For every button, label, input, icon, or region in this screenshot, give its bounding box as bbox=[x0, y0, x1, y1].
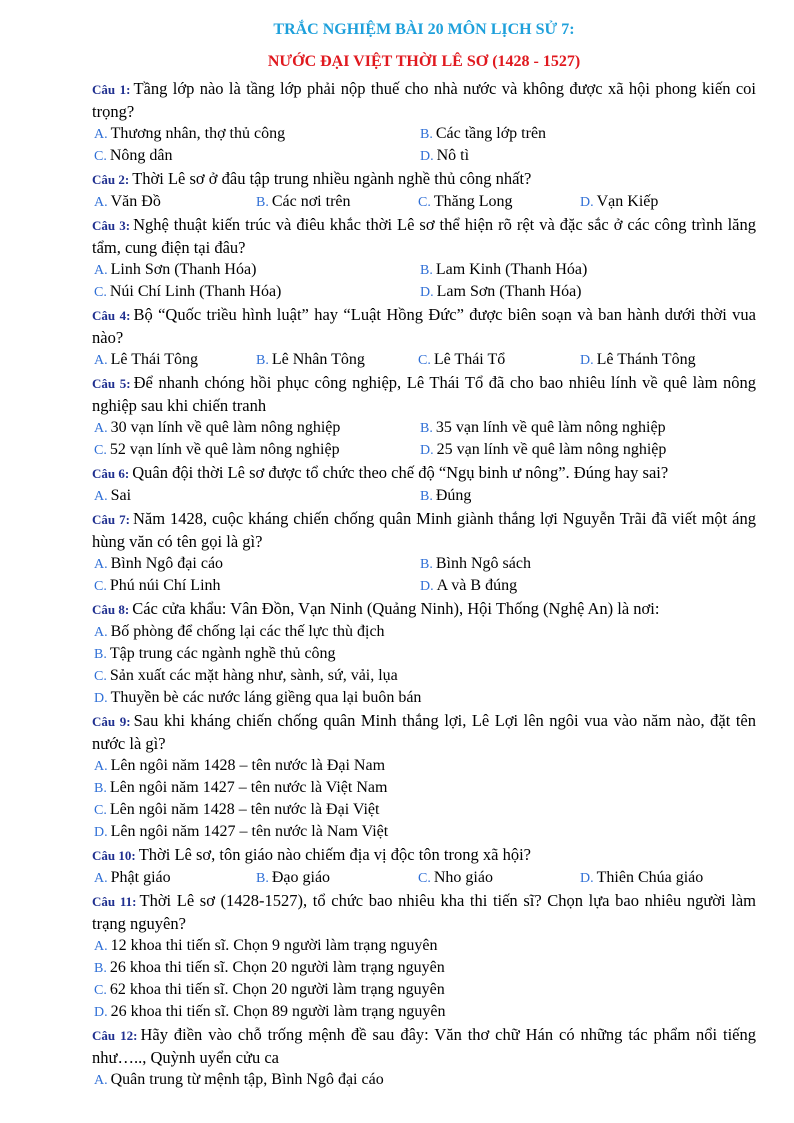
option-letter: D. bbox=[580, 195, 594, 210]
option-text: Thiên Chúa giáo bbox=[596, 869, 704, 886]
question-block bbox=[92, 78, 756, 167]
option-letter: B. bbox=[94, 781, 107, 796]
option-letter: B. bbox=[94, 647, 107, 662]
option-letter: C. bbox=[94, 149, 107, 164]
option-letter: C. bbox=[94, 983, 107, 998]
answer-option bbox=[420, 417, 746, 439]
option-letter: D. bbox=[94, 825, 108, 840]
question-label: Câu 12: bbox=[92, 1028, 138, 1043]
answer-option bbox=[420, 553, 746, 575]
option-letter: C. bbox=[94, 285, 107, 300]
option-text: Lê Thái Tổ bbox=[433, 351, 506, 368]
answer-option bbox=[256, 867, 418, 889]
question-block bbox=[92, 304, 756, 371]
question-stem: Bộ “Quốc triều hình luật” hay “Luật Hồng Đức” được biên soạn và ban hành dưới thời vua nào? bbox=[92, 305, 757, 347]
answer-option bbox=[420, 281, 746, 303]
option-text: Thuyền bè các nước láng giềng qua lại buôn bán bbox=[110, 689, 422, 706]
answer-option bbox=[418, 349, 580, 371]
option-letter: D. bbox=[420, 285, 434, 300]
question-stem: Quân đội thời Lê sơ được tổ chức theo chế độ “Ngụ binh ư nông”. Đúng hay sai? bbox=[132, 463, 669, 482]
option-letter: D. bbox=[580, 353, 594, 368]
answer-option bbox=[94, 259, 420, 281]
answer-options bbox=[92, 191, 756, 213]
question-label: Câu 5: bbox=[92, 376, 131, 391]
option-text: Lê Nhân Tông bbox=[271, 351, 365, 368]
option-letter: A. bbox=[94, 557, 108, 572]
question-stem: Tầng lớp nào là tầng lớp phải nộp thuế cho nhà nước và không được xã hội phong kiến coi trọng? bbox=[92, 79, 756, 121]
option-text: Nho giáo bbox=[433, 869, 493, 886]
question-block bbox=[92, 168, 756, 213]
option-text: Linh Sơn (Thanh Hóa) bbox=[110, 261, 257, 278]
option-letter: C. bbox=[418, 195, 431, 210]
option-letter: A. bbox=[94, 1073, 108, 1088]
option-letter: A. bbox=[94, 421, 108, 436]
question-block bbox=[92, 844, 756, 889]
answer-options bbox=[92, 349, 756, 371]
question-label: Câu 10: bbox=[92, 848, 136, 863]
option-text: 26 khoa thi tiến sĩ. Chọn 20 người làm trạng nguyên bbox=[109, 959, 445, 976]
answer-option bbox=[94, 191, 256, 213]
answer-option bbox=[94, 665, 756, 687]
option-letter: A. bbox=[94, 759, 108, 774]
option-letter: B. bbox=[420, 127, 433, 142]
option-letter: B. bbox=[256, 195, 269, 210]
option-text: Sản xuất các mặt hàng như, sành, sứ, vải, lụa bbox=[109, 667, 398, 684]
question-stem: Để nhanh chóng hồi phục công nghiệp, Lê Thái Tổ đã cho bao nhiêu lính về quê làm nông nghiệp sau khi chiến tranh bbox=[92, 373, 756, 415]
option-letter: D. bbox=[94, 1005, 108, 1020]
answer-options bbox=[92, 553, 756, 597]
option-letter: C. bbox=[418, 353, 431, 368]
answer-option bbox=[94, 643, 756, 665]
answer-options bbox=[92, 259, 756, 303]
option-letter: B. bbox=[420, 263, 433, 278]
option-letter: C. bbox=[94, 443, 107, 458]
question-block bbox=[92, 598, 756, 709]
question-block bbox=[92, 890, 756, 1023]
answer-option bbox=[256, 191, 418, 213]
option-letter: A. bbox=[94, 127, 108, 142]
option-text: Lên ngôi năm 1428 – tên nước là Đại Việt bbox=[109, 801, 380, 818]
option-text: Tập trung các ngành nghề thủ công bbox=[109, 645, 336, 662]
option-letter: B. bbox=[420, 421, 433, 436]
answer-option bbox=[94, 957, 756, 979]
option-letter: A. bbox=[94, 353, 108, 368]
question-text bbox=[92, 508, 756, 553]
question-text bbox=[92, 214, 756, 259]
question-stem: Nghệ thuật kiến trúc và điêu khắc thời Lê sơ thể hiện rõ rệt và đặc sắc ở các công trình lăng tẩm, cung điện tại đâu? bbox=[92, 215, 756, 257]
answer-option bbox=[94, 145, 420, 167]
question-stem: Hãy điền vào chỗ trống mệnh đề sau đây: Văn thơ chữ Hán có những tác phẩm nổi tiếng như….., Quỳnh uyển cửu ca bbox=[92, 1025, 756, 1067]
answer-option bbox=[94, 123, 420, 145]
option-letter: B. bbox=[256, 353, 269, 368]
question-label: Câu 6: bbox=[92, 466, 130, 481]
option-letter: A. bbox=[94, 489, 108, 504]
answer-option bbox=[94, 439, 420, 461]
option-letter: C. bbox=[418, 871, 431, 886]
answer-option bbox=[94, 575, 420, 597]
option-letter: B. bbox=[94, 961, 107, 976]
option-text: Phật giáo bbox=[110, 869, 171, 886]
option-letter: A. bbox=[94, 871, 108, 886]
option-text: 35 vạn lính về quê làm nông nghiệp bbox=[435, 419, 666, 436]
answer-options bbox=[92, 485, 756, 507]
question-text bbox=[92, 890, 756, 935]
option-text: 25 vạn lính về quê làm nông nghiệp bbox=[436, 441, 667, 458]
answer-options bbox=[92, 417, 756, 461]
document-subtitle: NƯỚC ĐẠI VIỆT THỜI LÊ SƠ (1428 - 1527) bbox=[267, 53, 581, 70]
option-text: Lên ngôi năm 1427 – tên nước là Việt Nam bbox=[109, 779, 388, 796]
question-label: Câu 2: bbox=[92, 172, 130, 187]
question-stem: Các cửa khẩu: Vân Đồn, Vạn Ninh (Quảng Ninh), Hội Thống (Nghệ An) là nơi: bbox=[132, 599, 660, 618]
question-text bbox=[92, 844, 756, 867]
answer-option bbox=[94, 1001, 756, 1023]
option-text: Vạn Kiếp bbox=[596, 193, 659, 210]
option-text: Các nơi trên bbox=[271, 193, 351, 210]
answer-option bbox=[580, 867, 742, 889]
option-text: A và B đúng bbox=[436, 577, 518, 594]
question-label: Câu 1: bbox=[92, 82, 131, 97]
option-text: Đúng bbox=[435, 487, 472, 504]
option-text: Thăng Long bbox=[433, 193, 513, 210]
question-text bbox=[92, 78, 756, 123]
question-text bbox=[92, 1024, 756, 1069]
question-stem: Thời Lê sơ ở đâu tập trung nhiều ngành nghề thủ công nhất? bbox=[132, 169, 532, 188]
question-text bbox=[92, 598, 756, 621]
option-letter: A. bbox=[94, 263, 108, 278]
option-text: Văn Đồ bbox=[110, 193, 161, 210]
option-letter: B. bbox=[256, 871, 269, 886]
question-block bbox=[92, 214, 756, 303]
option-text: 62 khoa thi tiến sĩ. Chọn 20 người làm trạng nguyên bbox=[109, 981, 445, 998]
option-text: Lên ngôi năm 1427 – tên nước là Nam Việt bbox=[110, 823, 389, 840]
answer-options bbox=[92, 867, 756, 889]
question-block bbox=[92, 1024, 756, 1091]
answer-option bbox=[94, 979, 756, 1001]
answer-option bbox=[580, 191, 742, 213]
question-list bbox=[92, 78, 756, 1091]
option-letter: D. bbox=[580, 871, 594, 886]
answer-option bbox=[94, 281, 420, 303]
question-text bbox=[92, 710, 756, 755]
question-stem: Năm 1428, cuộc kháng chiến chống quân Minh giành thắng lợi Nguyễn Trãi đã viết một áng hùng văn có tên gọi là gì? bbox=[92, 509, 756, 551]
option-text: Bình Ngô sách bbox=[435, 555, 531, 572]
question-text bbox=[92, 304, 756, 349]
answer-option bbox=[94, 777, 756, 799]
question-label: Câu 4: bbox=[92, 308, 131, 323]
option-text: Nông dân bbox=[109, 147, 173, 164]
option-letter: D. bbox=[94, 691, 108, 706]
answer-options bbox=[92, 935, 756, 1023]
option-text: Núi Chí Linh (Thanh Hóa) bbox=[109, 283, 282, 300]
option-letter: D. bbox=[420, 443, 434, 458]
option-letter: C. bbox=[94, 669, 107, 684]
answer-option bbox=[94, 755, 756, 777]
question-block bbox=[92, 508, 756, 597]
answer-option bbox=[420, 145, 746, 167]
question-block bbox=[92, 372, 756, 461]
answer-option bbox=[94, 867, 256, 889]
answer-option bbox=[94, 935, 756, 957]
option-letter: A. bbox=[94, 939, 108, 954]
option-letter: A. bbox=[94, 195, 108, 210]
answer-option bbox=[580, 349, 742, 371]
answer-option bbox=[94, 1069, 756, 1091]
document-page bbox=[92, 18, 756, 1091]
option-text: 12 khoa thi tiến sĩ. Chọn 9 người làm trạng nguyên bbox=[110, 937, 438, 954]
answer-option bbox=[418, 867, 580, 889]
option-text: Các tầng lớp trên bbox=[435, 125, 547, 142]
option-text: Nô tì bbox=[436, 147, 470, 164]
question-block bbox=[92, 710, 756, 843]
question-stem: Sau khi kháng chiến chống quân Minh thắng lợi, Lê Lợi lên ngôi vua vào năm nào, đặt tên nước là gì? bbox=[92, 711, 756, 753]
answer-option bbox=[420, 485, 746, 507]
answer-option bbox=[94, 687, 756, 709]
question-block bbox=[92, 462, 756, 507]
question-label: Câu 7: bbox=[92, 512, 130, 527]
question-text bbox=[92, 462, 756, 485]
option-text: Bình Ngô đại cáo bbox=[110, 555, 224, 572]
option-text: Lam Sơn (Thanh Hóa) bbox=[436, 283, 582, 300]
answer-options bbox=[92, 1069, 756, 1091]
answer-option bbox=[418, 191, 580, 213]
question-label: Câu 9: bbox=[92, 714, 131, 729]
option-letter: B. bbox=[420, 557, 433, 572]
option-letter: D. bbox=[420, 579, 434, 594]
question-label: Câu 11: bbox=[92, 894, 137, 909]
option-letter: C. bbox=[94, 579, 107, 594]
answer-option bbox=[94, 553, 420, 575]
option-text: Sai bbox=[110, 487, 132, 504]
answer-option bbox=[94, 417, 420, 439]
answer-option bbox=[420, 575, 746, 597]
document-title: TRẮC NGHIỆM BÀI 20 MÔN LỊCH SỬ 7: bbox=[273, 21, 575, 38]
option-letter: D. bbox=[420, 149, 434, 164]
answer-option bbox=[94, 621, 756, 643]
option-text: 30 vạn lính về quê làm nông nghiệp bbox=[110, 419, 341, 436]
answer-options bbox=[92, 621, 756, 709]
question-text bbox=[92, 372, 756, 417]
question-stem: Thời Lê sơ, tôn giáo nào chiếm địa vị độc tôn trong xã hội? bbox=[138, 845, 531, 864]
answer-option bbox=[94, 485, 420, 507]
option-text: 52 vạn lính về quê làm nông nghiệp bbox=[109, 441, 340, 458]
option-letter: A. bbox=[94, 625, 108, 640]
option-text: 26 khoa thi tiến sĩ. Chọn 89 người làm trạng nguyên bbox=[110, 1003, 446, 1020]
answer-option bbox=[420, 439, 746, 461]
answer-option bbox=[94, 349, 256, 371]
option-text: Lam Kinh (Thanh Hóa) bbox=[435, 261, 588, 278]
option-text: Lê Thái Tông bbox=[110, 351, 199, 368]
option-text: Phú núi Chí Linh bbox=[109, 577, 221, 594]
option-text: Lên ngôi năm 1428 – tên nước là Đại Nam bbox=[110, 757, 386, 774]
option-letter: C. bbox=[94, 803, 107, 818]
answer-option bbox=[94, 799, 756, 821]
answer-options bbox=[92, 123, 756, 167]
answer-option bbox=[420, 123, 746, 145]
option-text: Lê Thánh Tông bbox=[596, 351, 696, 368]
option-text: Bố phòng để chống lại các thế lực thù địch bbox=[110, 623, 385, 640]
answer-option bbox=[256, 349, 418, 371]
option-text: Đạo giáo bbox=[271, 869, 331, 886]
option-text: Thương nhân, thợ thủ công bbox=[110, 125, 286, 142]
question-stem: Thời Lê sơ (1428-1527), tổ chức bao nhiêu kha thi tiến sĩ? Chọn lựa bao nhiêu người làm trạng nguyên? bbox=[92, 891, 756, 933]
option-text: Quân trung từ mệnh tập, Bình Ngô đại cáo bbox=[110, 1071, 384, 1088]
question-label: Câu 3: bbox=[92, 218, 131, 233]
answer-options bbox=[92, 755, 756, 843]
answer-option bbox=[94, 821, 756, 843]
question-text bbox=[92, 168, 756, 191]
option-letter: B. bbox=[420, 489, 433, 504]
answer-option bbox=[420, 259, 746, 281]
question-label: Câu 8: bbox=[92, 602, 130, 617]
